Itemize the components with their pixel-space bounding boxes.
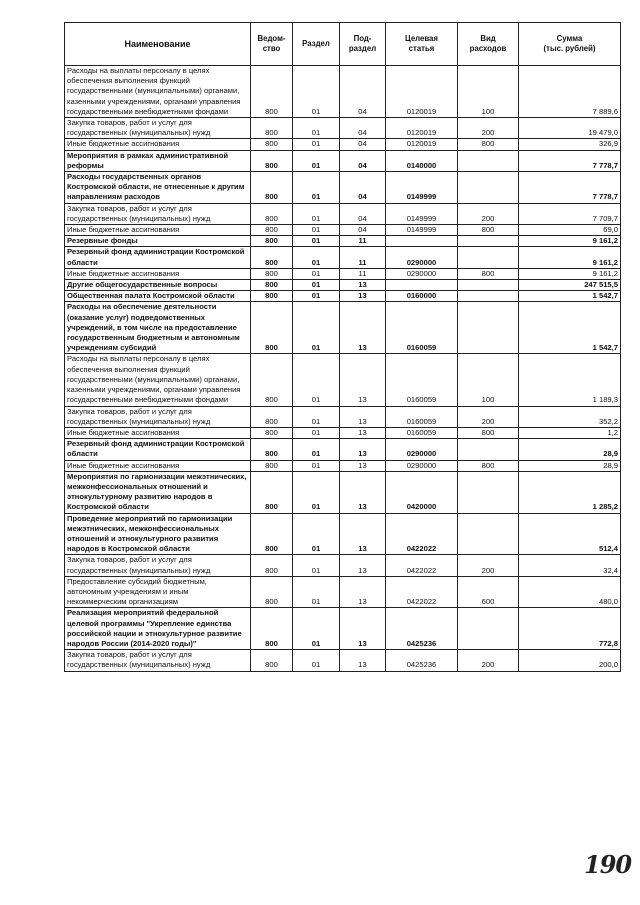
cell-article: [386, 236, 458, 247]
cell-article: 0290000: [386, 460, 458, 471]
cell-expense-type: [458, 513, 519, 555]
cell-section: 01: [293, 247, 340, 268]
cell-name: Реализация мероприятий федеральной целевой программы "Укрепление единства российской нации и этнокультурное развитие народов России (2014-2020 годы)": [65, 608, 251, 650]
cell-subsection: 11: [340, 268, 386, 279]
cell-section: 01: [293, 118, 340, 139]
cell-dept: 800: [251, 354, 293, 406]
cell-article: 0160059: [386, 302, 458, 354]
cell-section: 01: [293, 225, 340, 236]
cell-amount: 9 161,2: [519, 236, 621, 247]
cell-amount: 69,0: [519, 225, 621, 236]
cell-amount: 7 778,7: [519, 150, 621, 171]
cell-name: Закупка товаров, работ и услуг для государственных (муниципальных) нужд: [65, 118, 251, 139]
cell-subsection: 13: [340, 291, 386, 302]
cell-name: Другие общегосударственные вопросы: [65, 280, 251, 291]
cell-subsection: 11: [340, 247, 386, 268]
header-amount: [519, 23, 621, 66]
cell-expense-type: 200: [458, 650, 519, 671]
cell-dept: 800: [251, 172, 293, 204]
header-expense-type: [458, 23, 519, 66]
cell-subsection: 04: [340, 203, 386, 224]
cell-section: 01: [293, 139, 340, 150]
cell-expense-type: 100: [458, 354, 519, 406]
cell-article: 0425236: [386, 650, 458, 671]
cell-dept: 800: [251, 427, 293, 438]
cell-dept: 800: [251, 650, 293, 671]
cell-section: 01: [293, 236, 340, 247]
cell-name: Закупка товаров, работ и услуг для государственных (муниципальных) нужд: [65, 650, 251, 671]
cell-section: 01: [293, 291, 340, 302]
table-row: [65, 150, 621, 171]
cell-article: 0149999: [386, 172, 458, 204]
cell-dept: 800: [251, 225, 293, 236]
cell-article: 0422022: [386, 513, 458, 555]
cell-article: 0290000: [386, 268, 458, 279]
header-subsection: [340, 23, 386, 66]
cell-subsection: 04: [340, 66, 386, 118]
cell-name: Расходы на выплаты персоналу в целях обеспечения выполнения функций государственными (муниципальными) органами, казенными учреждениями, органами управления государственными внебюджетными фондами: [65, 66, 251, 118]
cell-article: 0422022: [386, 555, 458, 576]
header-dept-text: Ведом- ство: [257, 34, 286, 53]
cell-section: 01: [293, 66, 340, 118]
cell-amount: 28,9: [519, 439, 621, 460]
cell-amount: 772,8: [519, 608, 621, 650]
header-subsection-text: Под- раздел: [348, 34, 377, 53]
cell-expense-type: [458, 247, 519, 268]
cell-article: 0422022: [386, 576, 458, 608]
cell-section: 01: [293, 471, 340, 513]
cell-subsection: 04: [340, 172, 386, 204]
table-row: [65, 439, 621, 460]
cell-name: Расходы государственных органов Костромской области, не отнесенные к другим направлениям расходов: [65, 172, 251, 204]
budget-table: [64, 22, 621, 672]
cell-expense-type: 200: [458, 203, 519, 224]
table-row: [65, 66, 621, 118]
cell-dept: 800: [251, 280, 293, 291]
cell-article: 0290000: [386, 247, 458, 268]
cell-section: 01: [293, 460, 340, 471]
cell-subsection: 11: [340, 236, 386, 247]
cell-subsection: 13: [340, 471, 386, 513]
cell-amount: 512,4: [519, 513, 621, 555]
table-row: [65, 406, 621, 427]
cell-subsection: 13: [340, 280, 386, 291]
table-row: [65, 608, 621, 650]
cell-amount: 480,0: [519, 576, 621, 608]
cell-expense-type: [458, 291, 519, 302]
table-row: [65, 268, 621, 279]
cell-dept: 800: [251, 471, 293, 513]
cell-expense-type: 200: [458, 406, 519, 427]
cell-article: 0160000: [386, 291, 458, 302]
cell-section: 01: [293, 354, 340, 406]
cell-amount: 247 515,5: [519, 280, 621, 291]
cell-name: Мероприятия в рамках административной реформы: [65, 150, 251, 171]
table-row: [65, 513, 621, 555]
cell-amount: 32,4: [519, 555, 621, 576]
cell-name: Закупка товаров, работ и услуг для государственных (муниципальных) нужд: [65, 406, 251, 427]
cell-section: 01: [293, 280, 340, 291]
cell-article: 0149999: [386, 225, 458, 236]
cell-article: 0149999: [386, 203, 458, 224]
cell-article: 0120019: [386, 139, 458, 150]
cell-article: 0120019: [386, 66, 458, 118]
cell-expense-type: 800: [458, 427, 519, 438]
cell-article: 0120019: [386, 118, 458, 139]
cell-name: Общественная палата Костромской области: [65, 291, 251, 302]
cell-dept: 800: [251, 406, 293, 427]
cell-section: 01: [293, 406, 340, 427]
table-header-row: [65, 23, 621, 66]
cell-section: 01: [293, 172, 340, 204]
table-row: [65, 427, 621, 438]
cell-name: Расходы на выплаты персоналу в целях обеспечения выполнения функций государственными (муниципальными) органами, казенными учреждениями, органами управления государственными внебюджетными фондами: [65, 354, 251, 406]
cell-amount: 28,9: [519, 460, 621, 471]
cell-subsection: 13: [340, 555, 386, 576]
table-row: [65, 650, 621, 671]
table-row: [65, 460, 621, 471]
table-body: [65, 66, 621, 672]
cell-dept: 800: [251, 460, 293, 471]
cell-article: 0140000: [386, 150, 458, 171]
cell-expense-type: [458, 280, 519, 291]
cell-name: Проведение мероприятий по гармонизации межэтнических, межконфессиональных отношений и этнокультурного развития народов в Костромской области: [65, 513, 251, 555]
cell-amount: 1,2: [519, 427, 621, 438]
table-row: [65, 471, 621, 513]
cell-name: Резервные фонды: [65, 236, 251, 247]
cell-amount: 19 479,0: [519, 118, 621, 139]
header-amount-text: Сумма (тыс. рублей): [543, 34, 596, 53]
cell-name: Иные бюджетные ассигнования: [65, 460, 251, 471]
table-row: [65, 225, 621, 236]
cell-amount: 1 542,7: [519, 291, 621, 302]
cell-dept: 800: [251, 268, 293, 279]
cell-dept: 800: [251, 555, 293, 576]
cell-subsection: 04: [340, 139, 386, 150]
cell-name: Расходы на обеспечение деятельности (оказание услуг) подведомственных учреждений, в том числе на предоставление государственным бюджетным и автономным учреждениям субсидий: [65, 302, 251, 354]
table-row: [65, 555, 621, 576]
cell-dept: 800: [251, 150, 293, 171]
table-row: [65, 236, 621, 247]
cell-section: 01: [293, 302, 340, 354]
header-name: Наименование: [65, 23, 251, 66]
cell-amount: 9 161,2: [519, 268, 621, 279]
cell-expense-type: 800: [458, 460, 519, 471]
cell-section: 01: [293, 427, 340, 438]
cell-name: Иные бюджетные ассигнования: [65, 268, 251, 279]
cell-section: 01: [293, 513, 340, 555]
cell-subsection: 04: [340, 225, 386, 236]
cell-subsection: 13: [340, 608, 386, 650]
cell-subsection: 13: [340, 354, 386, 406]
cell-dept: 800: [251, 66, 293, 118]
cell-subsection: 04: [340, 150, 386, 171]
header-dept: [251, 23, 293, 66]
cell-expense-type: [458, 439, 519, 460]
cell-subsection: 04: [340, 118, 386, 139]
table-row: [65, 291, 621, 302]
cell-name: Резервный фонд администрации Костромской области: [65, 439, 251, 460]
cell-subsection: 13: [340, 460, 386, 471]
cell-name: Иные бюджетные ассигнования: [65, 225, 251, 236]
table-row: [65, 247, 621, 268]
table-row: [65, 354, 621, 406]
cell-article: 0425236: [386, 608, 458, 650]
cell-section: 01: [293, 268, 340, 279]
cell-subsection: 13: [340, 576, 386, 608]
cell-section: 01: [293, 150, 340, 171]
cell-dept: 800: [251, 203, 293, 224]
table-row: [65, 203, 621, 224]
cell-subsection: 13: [340, 650, 386, 671]
cell-amount: 352,2: [519, 406, 621, 427]
page-number: 190: [584, 850, 632, 879]
cell-amount: 9 161,2: [519, 247, 621, 268]
cell-subsection: 13: [340, 513, 386, 555]
cell-name: Иные бюджетные ассигнования: [65, 139, 251, 150]
cell-dept: 800: [251, 513, 293, 555]
cell-name: Мероприятия по гармонизации межэтнических, межконфессиональных отношений и этнокультурному развитию народов в Костромской области: [65, 471, 251, 513]
table-row: [65, 576, 621, 608]
cell-article: 0420000: [386, 471, 458, 513]
cell-expense-type: 100: [458, 66, 519, 118]
table-row: [65, 118, 621, 139]
cell-amount: 326,9: [519, 139, 621, 150]
cell-expense-type: 800: [458, 268, 519, 279]
header-expense-type-text: Вид расходов: [469, 34, 507, 53]
cell-article: 0160059: [386, 354, 458, 406]
cell-expense-type: [458, 150, 519, 171]
table-row: [65, 302, 621, 354]
cell-article: 0160059: [386, 427, 458, 438]
cell-expense-type: [458, 172, 519, 204]
cell-expense-type: [458, 236, 519, 247]
cell-section: 01: [293, 608, 340, 650]
cell-article: 0290000: [386, 439, 458, 460]
cell-dept: 800: [251, 608, 293, 650]
cell-dept: 800: [251, 576, 293, 608]
cell-dept: 800: [251, 439, 293, 460]
cell-expense-type: 200: [458, 555, 519, 576]
cell-expense-type: 800: [458, 225, 519, 236]
cell-name: Резервный фонд администрации Костромской области: [65, 247, 251, 268]
cell-name: Предоставление субсидий бюджетным, автономным учреждениям и иным некоммерческим организациям: [65, 576, 251, 608]
cell-section: 01: [293, 650, 340, 671]
cell-expense-type: [458, 302, 519, 354]
cell-subsection: 13: [340, 439, 386, 460]
table-row: [65, 139, 621, 150]
cell-subsection: 13: [340, 302, 386, 354]
cell-amount: 1 189,3: [519, 354, 621, 406]
cell-article: 0160059: [386, 406, 458, 427]
cell-subsection: 13: [340, 406, 386, 427]
header-section: Раздел: [293, 23, 340, 66]
cell-name: Закупка товаров, работ и услуг для государственных (муниципальных) нужд: [65, 555, 251, 576]
cell-name: Закупка товаров, работ и услуг для государственных (муниципальных) нужд: [65, 203, 251, 224]
cell-name: Иные бюджетные ассигнования: [65, 427, 251, 438]
cell-amount: 7 889,6: [519, 66, 621, 118]
cell-amount: 7 709,7: [519, 203, 621, 224]
cell-section: 01: [293, 576, 340, 608]
cell-section: 01: [293, 439, 340, 460]
cell-subsection: 13: [340, 427, 386, 438]
cell-expense-type: 800: [458, 139, 519, 150]
cell-amount: 7 778,7: [519, 172, 621, 204]
table-row: [65, 172, 621, 204]
cell-amount: 1 542,7: [519, 302, 621, 354]
cell-dept: 800: [251, 247, 293, 268]
cell-article: [386, 280, 458, 291]
cell-section: 01: [293, 203, 340, 224]
cell-amount: 1 285,2: [519, 471, 621, 513]
cell-expense-type: [458, 608, 519, 650]
cell-expense-type: 600: [458, 576, 519, 608]
cell-dept: 800: [251, 118, 293, 139]
cell-dept: 800: [251, 139, 293, 150]
cell-dept: 800: [251, 291, 293, 302]
header-article-text: Целевая статья: [405, 34, 438, 53]
cell-section: 01: [293, 555, 340, 576]
header-article: [386, 23, 458, 66]
table-row: [65, 280, 621, 291]
cell-amount: 200,0: [519, 650, 621, 671]
cell-expense-type: [458, 471, 519, 513]
cell-dept: 800: [251, 236, 293, 247]
cell-dept: 800: [251, 302, 293, 354]
cell-expense-type: 200: [458, 118, 519, 139]
